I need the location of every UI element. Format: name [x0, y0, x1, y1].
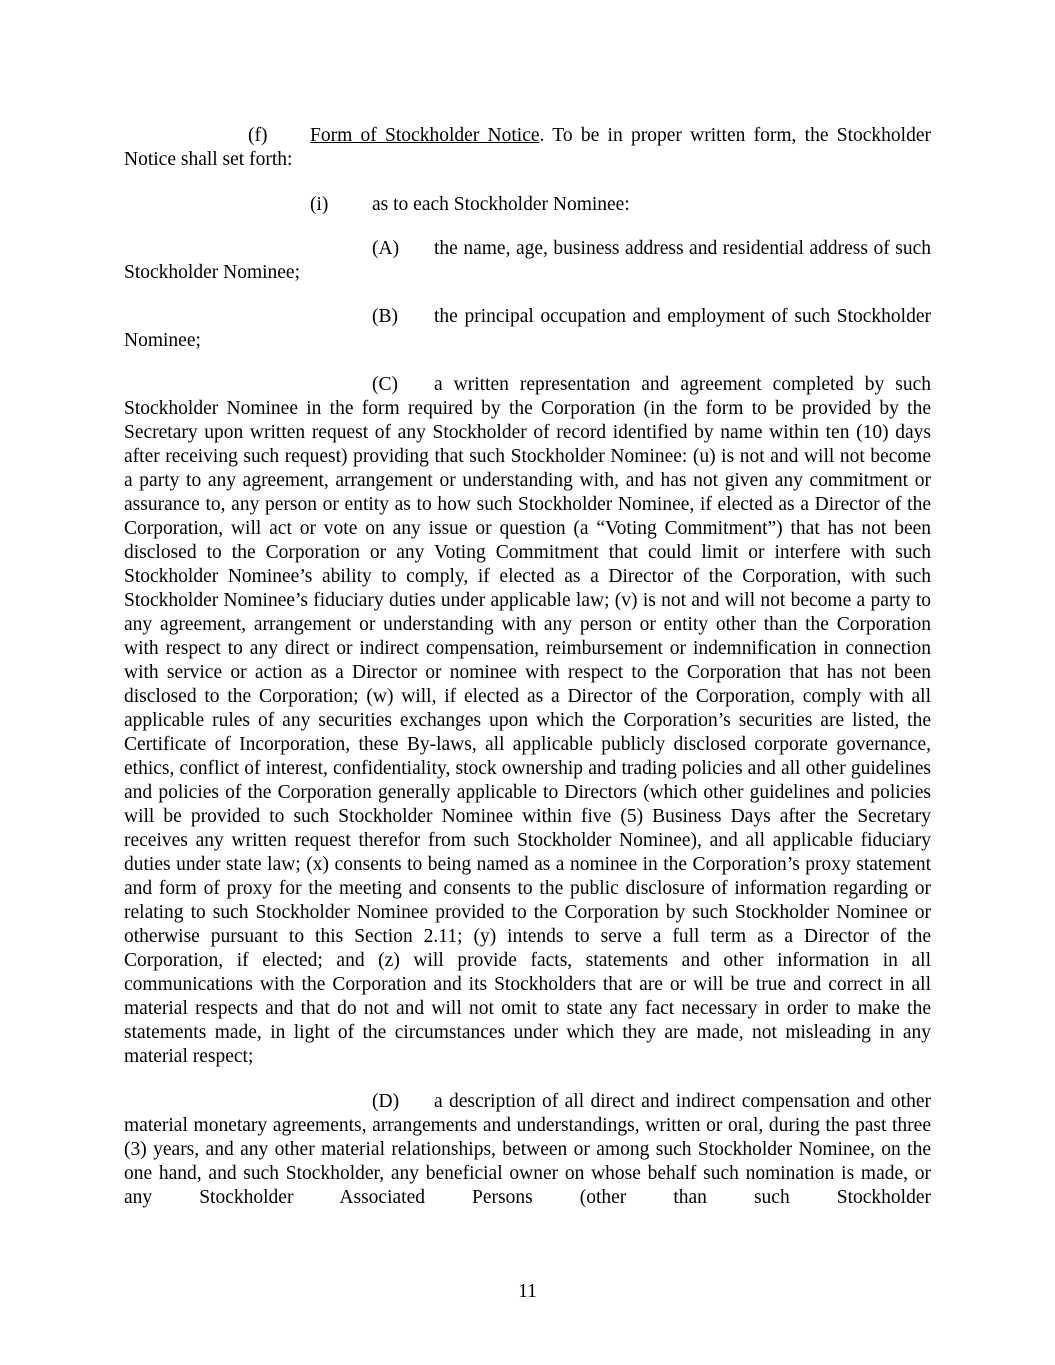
item-c-paragraph [124, 373, 931, 1069]
item-i-paragraph [124, 193, 931, 217]
item-a-text: the name, age, business address and residential address of such Stockholder Nominee; [124, 238, 931, 283]
item-b-text: the principal occupation and employment of such Stockholder Nominee; [124, 306, 931, 351]
item-d-paragraph [124, 1090, 931, 1210]
section-f-title: Form of Stockholder Notice [310, 125, 540, 146]
item-a-paragraph [124, 237, 931, 285]
item-i-number: (i) [310, 194, 329, 215]
document-page [124, 124, 931, 1210]
item-d-text: a description of all direct and indirect compensation and other material monetary agreements, arrangements and understandings, written or oral, during the past three (3) years, and any other material relationships, between or among such Stockholder Nominee, on the one hand, and such Stockholder, any beneficial owner on whose behalf such nomination is made, or any Stockholder Associated Persons (other than such Stockholder [124, 1091, 931, 1208]
item-b-paragraph [124, 305, 931, 353]
page-number: 11 [518, 1281, 537, 1302]
item-c-text: a written representation and agreement completed by such Stockholder Nominee in the form required by the Corporation (in the form to be provided by the Secretary upon written request of any Stockholder of record identified by name within ten (10) days after receiving such request) providing that such Stockholder Nominee: (u) is not and will not become a party to any agreement, arrangement or understanding with, and has not given any commitment or assurance to, any person or entity as to how such Stockholder Nominee, if elected as a Director of the Corporation, will act or vote on any issue or question (a “Voting Commitment”) that has not been disclosed to the Corporation or any Voting Commitment that could limit or interfere with such Stockholder Nominee’s ability to comply, if elected as a Director of the Corporation, with such Stockholder Nominee’s fiduciary duties under applicable law; (v) is not and will not become a party to any agreement, arrangement or understanding with any person or entity other than the Corporation with respect to any direct or indirect compensation, reimbursement or indemnification in connection with service or action as a Director or nominee with respect to the Corporation that has not been disclosed to the Corporation; (w) will, if elected as a Director of the Corporation, comply with all applicable rules of any securities exchanges upon which the Corporation’s securities are listed, the Certificate of Incorporation, these By-laws, all applicable publicly disclosed corporate governance, ethics, conflict of interest, confidentiality, stock ownership and trading policies and all other guidelines and policies of the Corporation generally applicable to Directors (which other guidelines and policies will be provided to such Stockholder Nominee within five (5) Business Days after the Secretary receives any written request therefor from such Stockholder Nominee), and all applicable fiduciary duties under state law; (x) consents to being named as a nominee in the Corporation’s proxy statement and form of proxy for the meeting and consents to the public disclosure of information regarding or relating to such Stockholder Nominee provided to the Corporation by such Stockholder Nominee or otherwise pursuant to this Section 2.11; (y) intends to serve a full term as a Director of the Corporation, if elected; and (z) will provide facts, statements and other information in all communications with the Corporation and its Stockholders that are or will be true and correct in all material respects and that do not and will not omit to state any fact necessary in order to make the statements made, in light of the circumstances under which they are made, not misleading in any material respect; [124, 374, 931, 1067]
section-f-paragraph [124, 124, 931, 172]
section-f-text: . To be in proper written form, the Stockholder Notice shall set forth: [124, 125, 931, 170]
item-i-text: as to each Stockholder Nominee: [372, 194, 630, 215]
section-f-number: (f) [248, 125, 268, 146]
item-d-number: (D) [372, 1091, 400, 1112]
item-b-number: (B) [372, 306, 398, 327]
item-a-number: (A) [372, 238, 400, 259]
item-c-number: (C) [372, 374, 398, 395]
